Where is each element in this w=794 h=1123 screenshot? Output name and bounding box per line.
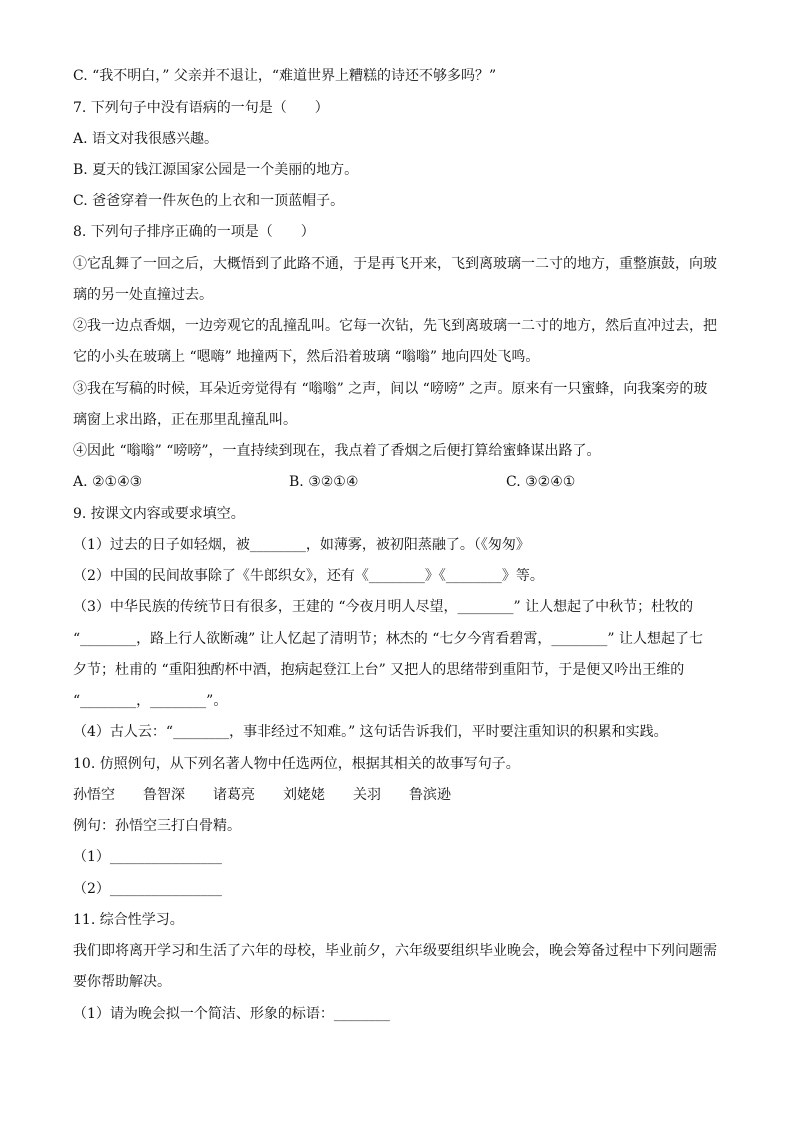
q8-sentence-4: ④因此 “嗡嗡” “嗙嗙”，一直持续到现在，我点着了香烟之后便打算给蜜蜂谋出路了。 <box>73 443 601 459</box>
q10-stem: 10. 仿照例句，从下列名著人物中任选两位，根据其相关的故事写句子。 <box>73 756 520 772</box>
q8-sentence-3-line-1: ③我在写稿的时候，耳朵近旁觉得有 “嗡嗡” 之声，间以 “嗙嗙” 之声。原来有一只蜜蜂，向我案旁的玻 <box>73 381 708 397</box>
q9-fill-2: （2）中国的民间故事除了《牛郎织女》，还有《________》《________》等。 <box>73 568 544 584</box>
q9-fill-3-line-2: “________，路上行人欲断魂” 让人忆起了清明节；林杰的 “七夕今宵看碧霄，________” 让人想起了七 <box>73 631 703 647</box>
q8-sentence-1-line-1: ①它乱舞了一回之后，大概悟到了此路不通，于是再飞开来，飞到离玻璃一二寸的地方，重整旗鼓，向玻 <box>73 256 717 272</box>
q8-option-c: C. ③②④① <box>506 474 576 490</box>
q8-sentence-2-line-1: ②我一边点香烟，一边旁观它的乱撞乱叫。它每一次钻，先飞到离玻璃一二寸的地方，然后直冲过去，把 <box>73 318 717 334</box>
q10-answer-2: （2）________________ <box>73 881 222 897</box>
q8-option-b: B. ③②①④ <box>289 474 359 490</box>
q6-option-c: C. “我不明白，” 父亲并不退让，“难道世界上糟糕的诗还不够多吗？” <box>73 68 497 84</box>
q8-option-a: A. ②①④③ <box>73 474 143 490</box>
q9-fill-4: （4）古人云：“________，事非经过不知难。” 这句话告诉我们，平时要注重知识的积累和实践。 <box>73 724 668 740</box>
q9-stem: 9. 按课文内容或要求填空。 <box>73 506 245 522</box>
q8-sentence-2-line-2: 它的小头在玻璃上 “嗯嗨” 地撞两下，然后沿着玻璃 “嗡嗡” 地向四处飞鸣。 <box>73 349 540 365</box>
q8-stem: 8. 下列句子排序正确的一项是（ ） <box>73 224 315 240</box>
q9-fill-3-line-1: （3）中华民族的传统节日有很多，王建的 “今夜月明人尽望，________” 让人想起了中秋节；杜牧的 <box>73 599 694 615</box>
q10-answer-1: （1）________________ <box>73 849 222 865</box>
q7-option-b: B. 夏天的钱江源国家公园是一个美丽的地方。 <box>73 162 359 178</box>
q9-fill-1: （1）过去的日子如轻烟，被________，如薄雾，被初阳蒸融了。（《匆匆》 <box>73 537 530 553</box>
q7-option-a: A. 语文对我很感兴趣。 <box>73 131 219 147</box>
q7-stem: 7. 下列句子中没有语病的一句是（ ） <box>73 100 329 116</box>
q8-sentence-3-line-2: 璃窗上求出路，正在那里乱撞乱叫。 <box>73 412 297 428</box>
q10-character-names: 孙悟空 鲁智深 诸葛亮 刘姥姥 关羽 鲁滨逊 <box>73 787 451 803</box>
q10-example: 例句：孙悟空三打白骨精。 <box>73 818 241 834</box>
q8-sentence-1-line-2: 璃的另一处直撞过去。 <box>73 287 213 303</box>
q11-intro-line-2: 要你帮助解决。 <box>73 974 171 990</box>
q9-fill-3-line-3: 夕节；杜甫的 “重阳独酌杯中酒，抱病起登江上台” 又把人的思绪带到重阳节，于是便又吟出王维的 <box>73 662 685 678</box>
q7-option-c: C. 爸爸穿着一件灰色的上衣和一顶蓝帽子。 <box>73 193 345 209</box>
q11-stem: 11. 综合性学习。 <box>73 912 184 928</box>
q11-sub-question-1: （1）请为晚会拟一个简洁、形象的标语：________ <box>73 1006 390 1022</box>
q11-intro-line-1: 我们即将离开学习和生活了六年的母校，毕业前夕，六年级要组织毕业晚会，晚会筹备过程中下列问题需 <box>73 943 717 959</box>
q9-fill-3-line-4: “________，________”。 <box>73 693 228 709</box>
